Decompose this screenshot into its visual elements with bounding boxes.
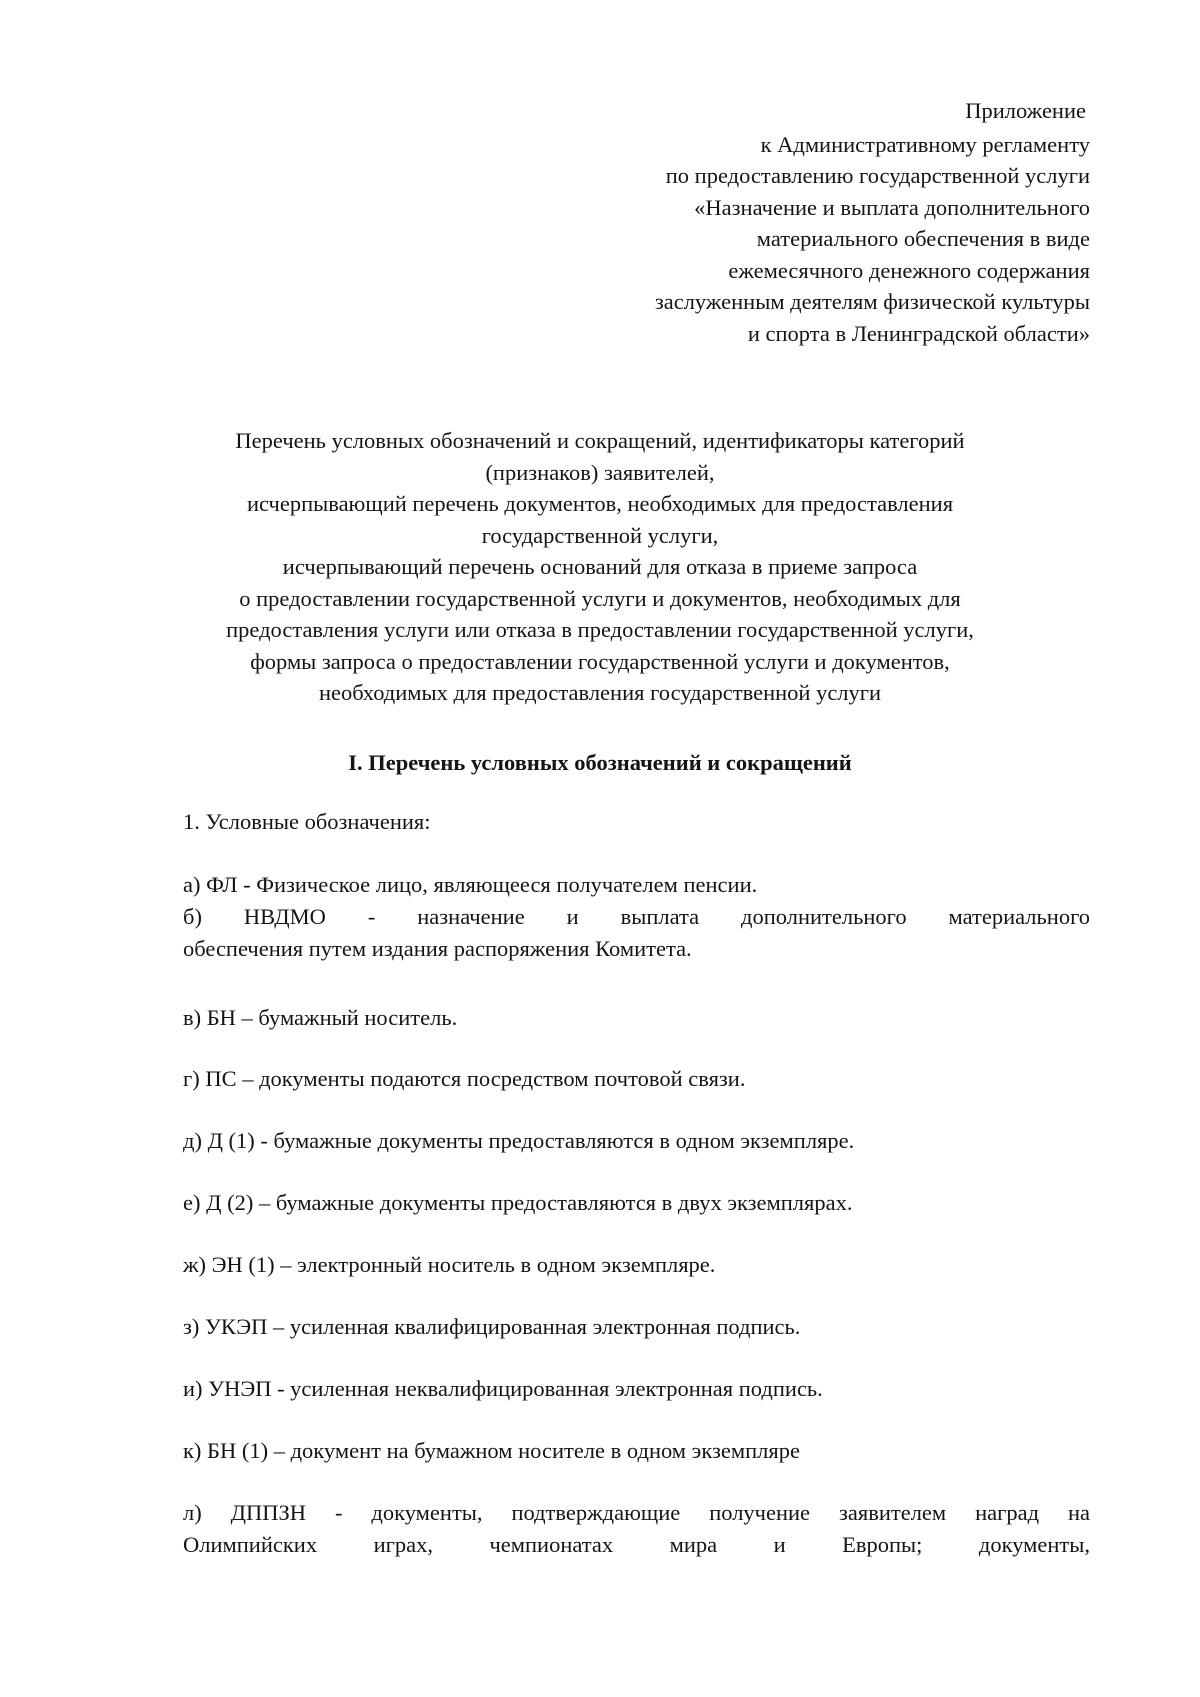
list-item-a: а) ФЛ - Физическое лицо, являющееся получателем пенсии. [183,872,758,897]
heading-line: исчерпывающий перечень документов, необходимых для предоставления [246,491,954,516]
heading-line: необходимых для предоставления государственной услуги [318,680,882,705]
appendix-line: материального обеспечения в виде [756,226,1090,251]
heading-line: государственной услуги, [481,522,719,548]
heading-line: формы запроса о предоставлении государственной услуги и документов, [250,648,950,674]
appendix-line: и спорта в Ленинградской области» [747,320,1090,346]
appendix-block [470,95,1090,349]
section-title: I. Перечень условных обозначений и сокращений [348,750,852,775]
list-item-b-line2: обеспечения путем издания распоряжения Комитета. [183,935,692,961]
list-item-g: г) ПС – документы подаются посредством почтовой связи. [183,1066,746,1091]
heading-line: (признаков) заявителей, [485,459,715,485]
list-item-l-line2: Олимпийских играх, чемпионатах мира и Европы; документы, [183,1531,1090,1557]
list-item-l [183,1497,1090,1560]
heading-line: Перечень условных обозначений и сокращений, идентификаторы категорий [235,428,965,453]
subsection-title: 1. Условные обозначения: [183,809,431,834]
appendix-line: по предоставлению государственной услуги [665,163,1090,188]
list-item-b-line1: б) НВДМО - назначение и выплата дополнительного материального [183,904,1090,929]
heading-line: исчерпывающий перечень оснований для отказа в приеме запроса [282,554,918,579]
list-item-d: д) Д (1) - бумажные документы предоставляются в одном экземпляре. [183,1128,855,1153]
list-item-k: к) БН (1) – документ на бумажном носителе в одном экземпляре [183,1438,800,1463]
list-item-v: в) БН – бумажный носитель. [183,1005,458,1030]
appendix-line: ежемесячного денежного содержания [728,257,1090,283]
appendix-title: Приложение [965,98,1086,123]
appendix-line: к Административному регламенту [760,131,1090,157]
document-heading [110,425,1090,709]
list-item-e: е) Д (2) – бумажные документы предоставляются в двух экземплярах. [183,1190,853,1215]
heading-line: предоставления услуги или отказа в предоставлении государственной услуги, [226,617,974,642]
appendix-line: «Назначение и выплата дополнительного [694,194,1090,220]
appendix-line: заслуженным деятелям физической культуры [654,289,1090,314]
list-item-z: з) УКЭП – усиленная квалифицированная электронная подпись. [183,1314,801,1339]
list-item-b [183,901,1090,964]
list-item-l-line1: л) ДППЗН - документы, подтверждающие получение заявителем наград на [183,1500,1090,1525]
list-item-zh: ж) ЭН (1) – электронный носитель в одном экземпляре. [183,1252,716,1277]
heading-line: о предоставлении государственной услуги и документов, необходимых для [239,585,961,611]
list-item-i: и) УНЭП - усиленная неквалифицированная электронная подпись. [183,1376,823,1401]
